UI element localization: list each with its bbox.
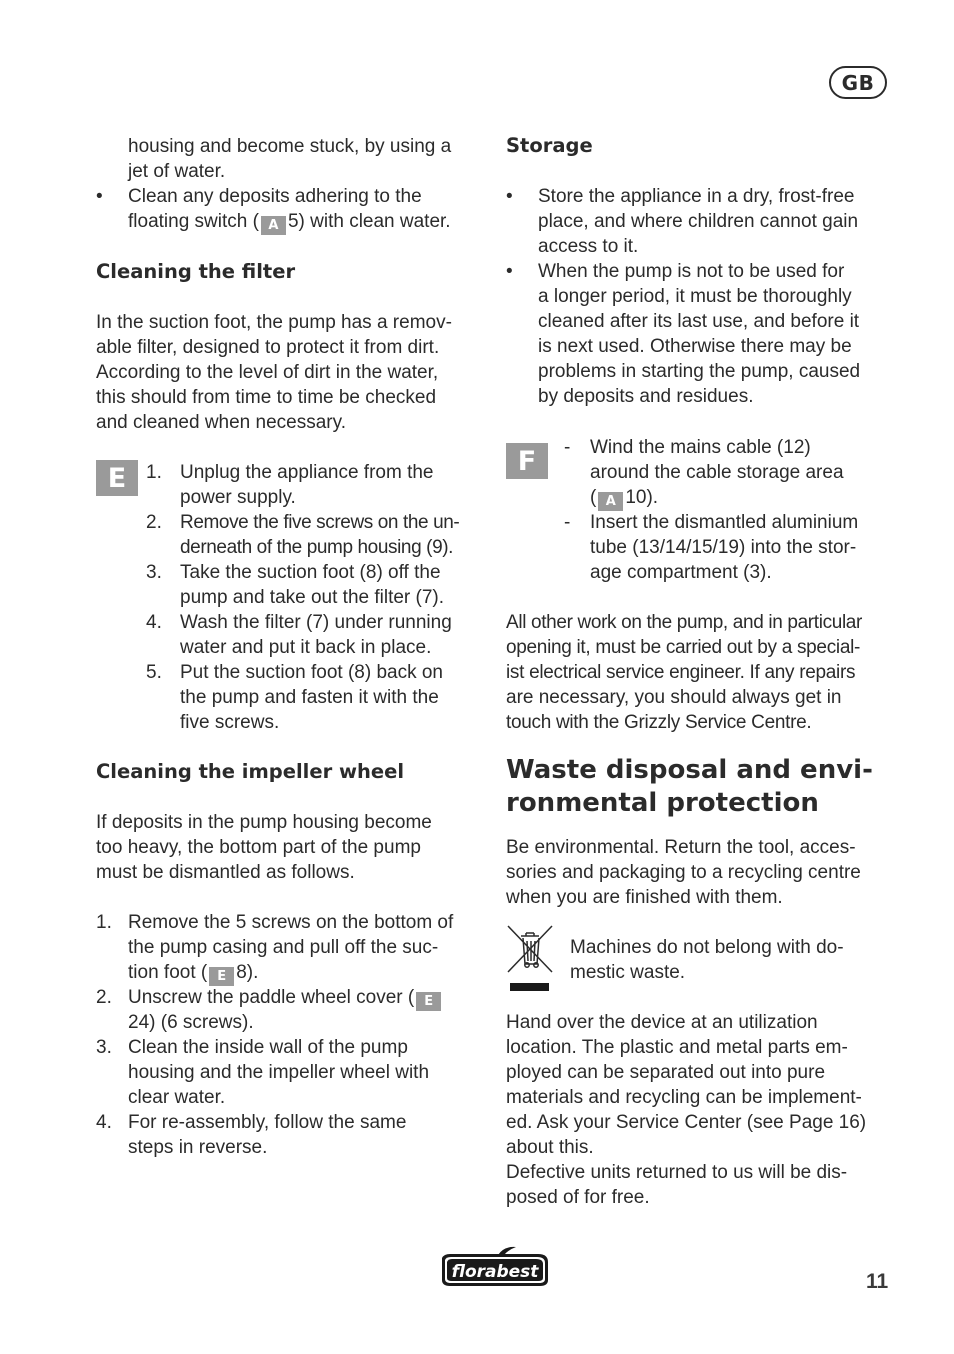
paragraph-line: and cleaned when necessary. <box>96 412 346 433</box>
dash-text <box>590 485 658 511</box>
heading-waste-disposal: Waste disposal and envi- <box>506 755 873 785</box>
step-text: the pump and fasten it with the <box>180 687 439 708</box>
step-text: derneath of the pump housing (9). <box>180 537 454 558</box>
paragraph-line: Hand over the device at an utilization <box>506 1012 818 1033</box>
step-number: 4. <box>96 1112 112 1133</box>
step-text-part: tion foot ( <box>128 962 208 983</box>
dash-text: age compartment (3). <box>590 562 772 583</box>
paragraph-line: In the suction foot, the pump has a remov- <box>96 312 452 333</box>
step-text: For re-assembly, follow the same <box>128 1112 407 1133</box>
bullet-text: problems in starting the pump, caused <box>538 361 861 382</box>
paragraph-line: materials and recycling can be implement- <box>506 1087 862 1108</box>
step-number: 3. <box>146 562 162 583</box>
paragraph-line: sories and packaging to a recycling centre <box>506 862 861 883</box>
dash-text: Wind the mains cable (12) <box>590 437 811 458</box>
bullet-text: access to it. <box>538 236 639 257</box>
dash-text: around the cable storage area <box>590 462 844 483</box>
step-text: power supply. <box>180 487 296 508</box>
paragraph-line: opening it, must be carried out by a special- <box>506 637 861 658</box>
figure-e-badge: E <box>96 460 138 496</box>
heading-waste-disposal: ronmental protection <box>506 788 819 818</box>
step-text: Take the suction foot (8) off the <box>180 562 441 583</box>
paragraph-line: ist electrical service engineer. If any repairs <box>506 662 856 683</box>
bullet-text-part: floating switch ( <box>128 211 259 232</box>
dash-marker: - <box>564 512 571 533</box>
paragraph-line: According to the level of dirt in the water, <box>96 362 439 383</box>
step-text: housing and the impeller wheel with <box>128 1062 430 1083</box>
continued-text-line: jet of water. <box>128 161 226 182</box>
paragraph-line: about this. <box>506 1137 594 1158</box>
step-text: pump and take out the filter (7). <box>180 587 445 608</box>
step-number: 2. <box>146 512 162 533</box>
paragraph-line: must be dismantled as follows. <box>96 862 355 883</box>
dash-text: tube (13/14/15/19) into the stor- <box>590 537 857 558</box>
step-text: 24) (6 screws). <box>128 1012 254 1033</box>
bullet-text: is next used. Otherwise there may be <box>538 336 852 357</box>
step-text-part: Unscrew the paddle wheel cover ( <box>128 987 415 1008</box>
weee-bin-icon <box>505 924 555 994</box>
step-text: Put the suction foot (8) back on <box>180 662 443 683</box>
step-number: 1. <box>96 912 112 933</box>
dash-marker: - <box>564 437 571 458</box>
figure-e-inline-badge: E <box>416 992 441 1011</box>
step-text <box>128 985 443 1011</box>
weee-text: mestic waste. <box>570 962 686 983</box>
step-number: 5. <box>146 662 162 683</box>
figure-a-badge: A <box>598 492 623 511</box>
step-text: steps in reverse. <box>128 1137 268 1158</box>
step-text: Remove the five screws on the un- <box>180 512 460 533</box>
step-text-part: 8). <box>236 962 259 983</box>
step-text: the pump casing and pull off the suc- <box>128 937 439 958</box>
bullet-text: When the pump is not to be used for <box>538 261 845 282</box>
page-number: 11 <box>866 1270 889 1293</box>
dash-text-part: ( <box>590 487 597 508</box>
bullet-dot: • <box>506 186 513 207</box>
paragraph-line: If deposits in the pump housing become <box>96 812 432 833</box>
paragraph-line: able filter, designed to protect it from dirt. <box>96 337 440 358</box>
step-number: 3. <box>96 1037 112 1058</box>
step-number: 4. <box>146 612 162 633</box>
bullet-text <box>128 209 451 235</box>
bullet-text: Store the appliance in a dry, frost-free <box>538 186 855 207</box>
paragraph-line: when you are finished with them. <box>506 887 783 908</box>
step-text: Clean the inside wall of the pump <box>128 1037 408 1058</box>
step-text: Unplug the appliance from the <box>180 462 434 483</box>
step-text: clear water. <box>128 1087 226 1108</box>
bullet-text: Clean any deposits adhering to the <box>128 186 422 207</box>
paragraph-line: ployed can be separated out into pure <box>506 1062 826 1083</box>
paragraph-line: Defective units returned to us will be dis- <box>506 1162 848 1183</box>
paragraph-line: Be environmental. Return the tool, acces- <box>506 837 856 858</box>
weee-text: Machines do not belong with do- <box>570 937 844 958</box>
bullet-text: cleaned after its last use, and before it <box>538 311 860 332</box>
paragraph-line: touch with the Grizzly Service Centre. <box>506 712 812 733</box>
figure-f-badge: F <box>506 443 548 479</box>
paragraph-line: too heavy, the bottom part of the pump <box>96 837 421 858</box>
step-text: Wash the filter (7) under running <box>180 612 452 633</box>
bullet-dot: • <box>96 186 103 207</box>
dash-text: Insert the dismantled aluminium <box>590 512 859 533</box>
language-badge: GB <box>829 66 887 99</box>
bullet-text: place, and where children cannot gain <box>538 211 859 232</box>
paragraph-line: ed. Ask your Service Center (see Page 16) <box>506 1112 867 1133</box>
bullet-text: a longer period, it must be thoroughly <box>538 286 852 307</box>
heading-cleaning-impeller: Cleaning the impeller wheel <box>96 760 405 783</box>
step-number: 2. <box>96 987 112 1008</box>
paragraph-line: All other work on the pump, and in particular <box>506 612 863 633</box>
step-text: five screws. <box>180 712 280 733</box>
step-text <box>128 960 258 986</box>
step-text: Remove the 5 screws on the bottom of <box>128 912 454 933</box>
paragraph-line: this should from time to time be checked <box>96 387 437 408</box>
florabest-logo <box>438 1244 552 1290</box>
paragraph-line: are necessary, you should always get in <box>506 687 842 708</box>
paragraph-line: location. The plastic and metal parts em- <box>506 1037 848 1058</box>
bullet-text-part: 5) with clean water. <box>287 211 451 232</box>
logo-text: florabest <box>451 1262 539 1282</box>
step-text: water and put it back in place. <box>180 637 432 658</box>
paragraph-line: posed of for free. <box>506 1187 650 1208</box>
figure-e-inline-badge: E <box>209 967 234 986</box>
continued-text-line: housing and become stuck, by using a <box>128 136 452 157</box>
step-number: 1. <box>146 462 162 483</box>
figure-a-badge: A <box>261 216 286 235</box>
dash-text-part: 10). <box>625 487 659 508</box>
bullet-text: by deposits and residues. <box>538 386 754 407</box>
heading-storage: Storage <box>506 134 593 157</box>
bullet-dot: • <box>506 261 513 282</box>
heading-cleaning-filter: Cleaning the filter <box>96 260 296 283</box>
